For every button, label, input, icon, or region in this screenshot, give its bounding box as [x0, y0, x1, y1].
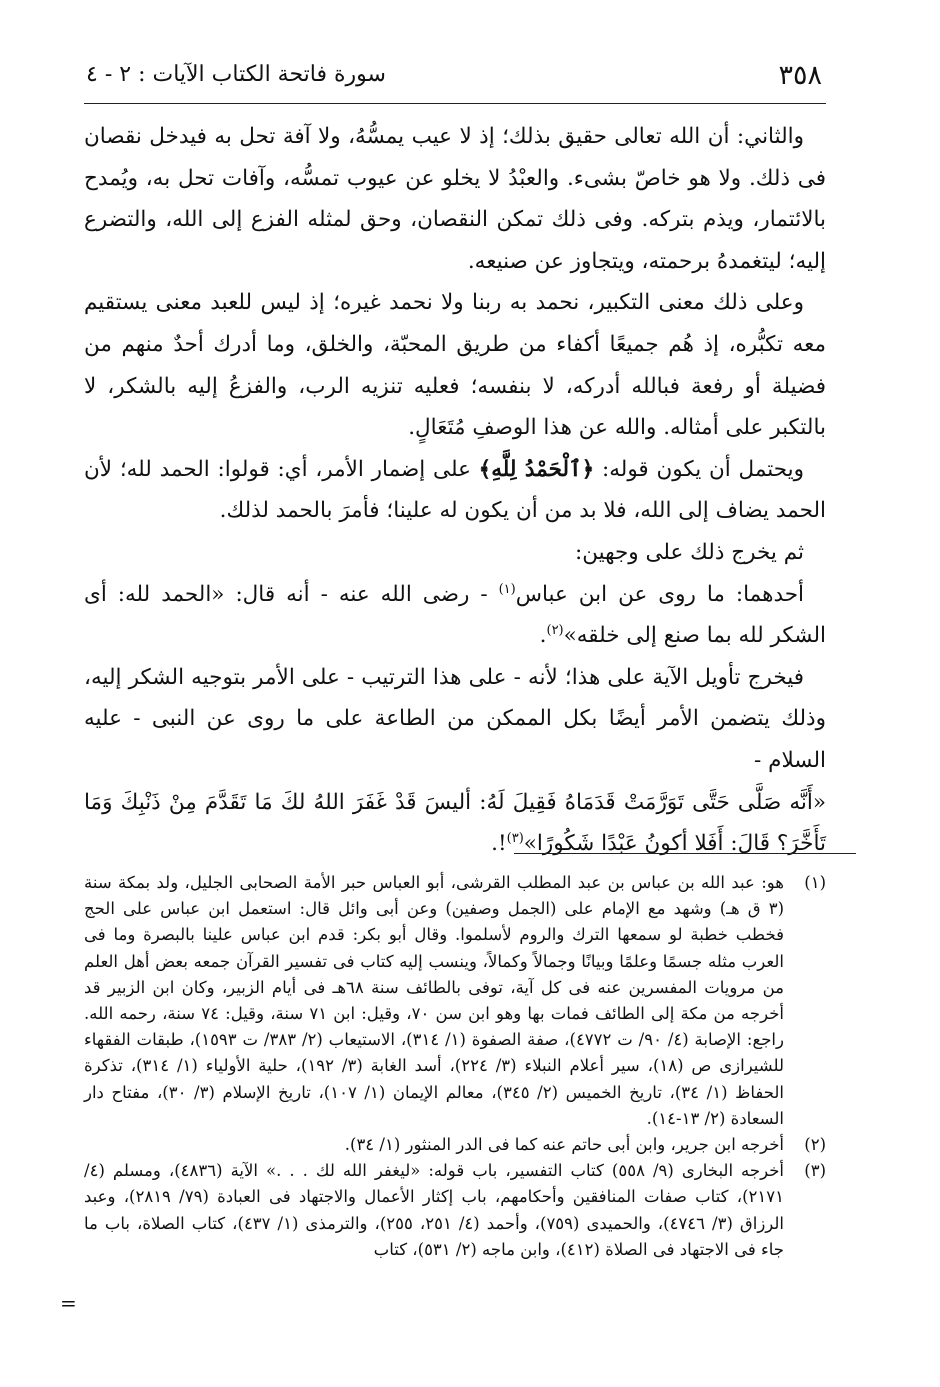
paragraph-3-start: ويحتمل أن يكون قوله:: [594, 456, 804, 482]
paragraph-7-end: !.: [491, 831, 507, 857]
quran-verse: ﴿ٱلْحَمْدُ لِلَّهِ﴾: [478, 456, 595, 482]
main-text: [84, 116, 826, 865]
footnote-text: هو: عبد الله بن عباس بن عبد المطلب القرشى، أبو العباس حبر الأمة الصحابى الجليل، ولد بمكة سنة (٣ ق هـ) وشهد مع الإمام على (الجمل وصفين) وعن أبى وائل قال: استعمل ابن عباس على الحج فخطب خطبة لو سمعها الترك والروم لأسلموا. وقال أبو بكر: قدم ابن عباس علينا بالبصرة وما فى العرب مثله جسمًا وعلمًا وبيانًا وجمالاً وكمالاً، وينسب إليه كتاب فى تفسير القرآن جمعه بعض أهل العلم من مرويات المفسرين عنه فى كل آية، توفى بالطائف سنة ٦٨هـ فى أيام الزبير، وكان ابن الزبير قد أخرجه من مكة إلى الطائف فمات بها وهو ابن سن ٧٠، وقيل: ابن ٧١ سنة، وقيل: ٧٤ سنة، رحمه الله. راجع: الإصابة (٤/ ٩٠/ ت ٤٧٧٢)، صفة الصفوة (١/ ٣١٤)، الاستيعاب (٢/ ٣٨٣/ ت ١٥٩٣)، طبقات الفقهاء للشيرازى ص (١٨)، سير أعلام النبلاء (٣/ ٢٢٤)، أسد الغابة (٣/ ١٩٢)، حلية الأولياء (١/ ٣١٤)، تذكرة الحفاظ (١/ ٣٤)، تاريخ الخميس (٢/ ٣٤٥)، معالم الإيمان (١/ ١٠٧)، تاريخ الإسلام (٣/ ٣٠)، مفتاح دار السعادة (٢/ ١٣-١٤).: [84, 873, 784, 1128]
footnote-ref-1[interactable]: (١): [498, 581, 516, 597]
footnote-number: (٣): [804, 1161, 826, 1181]
footnote-ref-2[interactable]: (٢): [546, 622, 564, 638]
footnote-divider: [514, 853, 856, 854]
paragraph-5-middle: - رضى الله عنه - أنه قال: «الحمد لله: أى الشكر لله بما صنع إلى خلقه»: [84, 581, 826, 649]
footnote-1: [84, 870, 826, 1132]
footnote-2: [84, 1132, 826, 1158]
footnote-number: (١): [804, 873, 826, 892]
paragraph-4: ثم يخرج ذلك على وجهين:: [574, 539, 804, 565]
paragraph-3: [84, 449, 826, 532]
footnote-text: أخرجه البخارى (٩/ ٥٥٨) كتاب التفسير، باب قوله: «ليغفر الله لك . . .» الآية (٤٨٣٦)، ومسلم (٤/ ٢١٧١)، كتاب صفات المنافقين وأحكامهم، باب إكثار الأعمال والاجتهاد فى العبادة (٧٩/ ٢٨١٩)، وعبد الرزاق (٣/ ٤٧٤٦)، والحميدى (٧٥٩)، وأحمد (٤/ ٢٥١، ٢٥٥)، والترمذى (١/ ٤٣٧)، كتاب الصلاة، باب ما جاء فى الاجتهاد فى الصلاة (٤١٢)، وابن ماجه (٢/ ٥٣١)، كتاب: [84, 1161, 784, 1259]
paragraph-5-end: .: [539, 623, 547, 649]
paragraph-3-end: على إضمار الأمر، أي: قولوا: الحمد لله؛ لأن الحمد يضاف إلى الله، فلا بد من أن يكون له علينا؛ فأمرَ بالحمد لذلك.: [84, 456, 826, 524]
footnotes: [84, 870, 826, 1263]
header-divider: [84, 103, 826, 104]
footnote-number: (٢): [804, 1135, 826, 1155]
page-number: ٣٥٨: [778, 60, 822, 91]
continuation-mark: =: [60, 1291, 77, 1315]
paragraph-1: والثاني: أن الله تعالى حقيق بذلك؛ إذ لا عيب يمسُّهُ، ولا آفة تحل به فيدخل نقصان فى ذلك. ولا هو خاصّ بشىء. والعبْدُ لا يخلو عن عيوب تمسُّه، وآفات تحل به، ويُمدح بالائتمار، ويذم بتركه. وفى ذلك تمكن النقصان، وحق لمثله الفزع إلى الله، والتضرع إليه؛ ليتغمدهُ برحمته، ويتجاوز عن صنيعه.: [84, 124, 826, 274]
paragraph-2: وعلى ذلك معنى التكبير، نحمد به ربنا ولا نحمد غيره؛ إذ ليس للعبد معنى يستقيم معه تكبُّره، إذ هُم جميعًا أكفاء من طريق المحبّة، والخلق، وما أدرك أحدٌ منهم من فضيلة أو رفعة فبالله أدركه، لا بنفسه؛ فعليه تنزيه الرب، والفزعُ إليه بالشكر، لا بالتكبر على أمثاله. والله عن هذا الوصفِ مُتَعَالٍ.: [84, 290, 826, 441]
running-title: سورة فاتحة الكتاب الآيات : ٢ - ٤: [86, 62, 386, 87]
footnote-ref-3[interactable]: (٣): [506, 830, 524, 846]
hadith-text: «أَنَّه صَلَّى حَتَّى تَوَرَّمَتْ قَدَمَاهُ فَقِيلَ لَهُ: أليسَ قَدْ غَفَرَ اللهُ لكَ مَا تَقَدَّمَ مِنْ ذَنْبِكَ وَمَا تَأَخَّرَ؟ قَالَ: أَفَلا أكونُ عَبْدًا شَكُورًا»: [84, 789, 826, 857]
paragraph-5-start: أحدهما: ما روى عن ابن عباس: [515, 581, 804, 607]
page-header: [84, 58, 826, 98]
paragraph-5: [84, 574, 826, 657]
footnote-text: أخرجه ابن جرير، وابن أبى حاتم عنه كما فى الدر المنثور (١/ ٣٤).: [344, 1135, 784, 1155]
footnote-3: [84, 1158, 826, 1263]
paragraph-6: فيخرج تأويل الآية على هذا؛ لأنه - على هذا الترتيب - على الأمر بتوجيه الشكر إليه، وذلك يتضمن الأمر أيضًا بكل الممكن من الطاعة على ما روى عن النبى - عليه السلام -: [84, 664, 826, 773]
